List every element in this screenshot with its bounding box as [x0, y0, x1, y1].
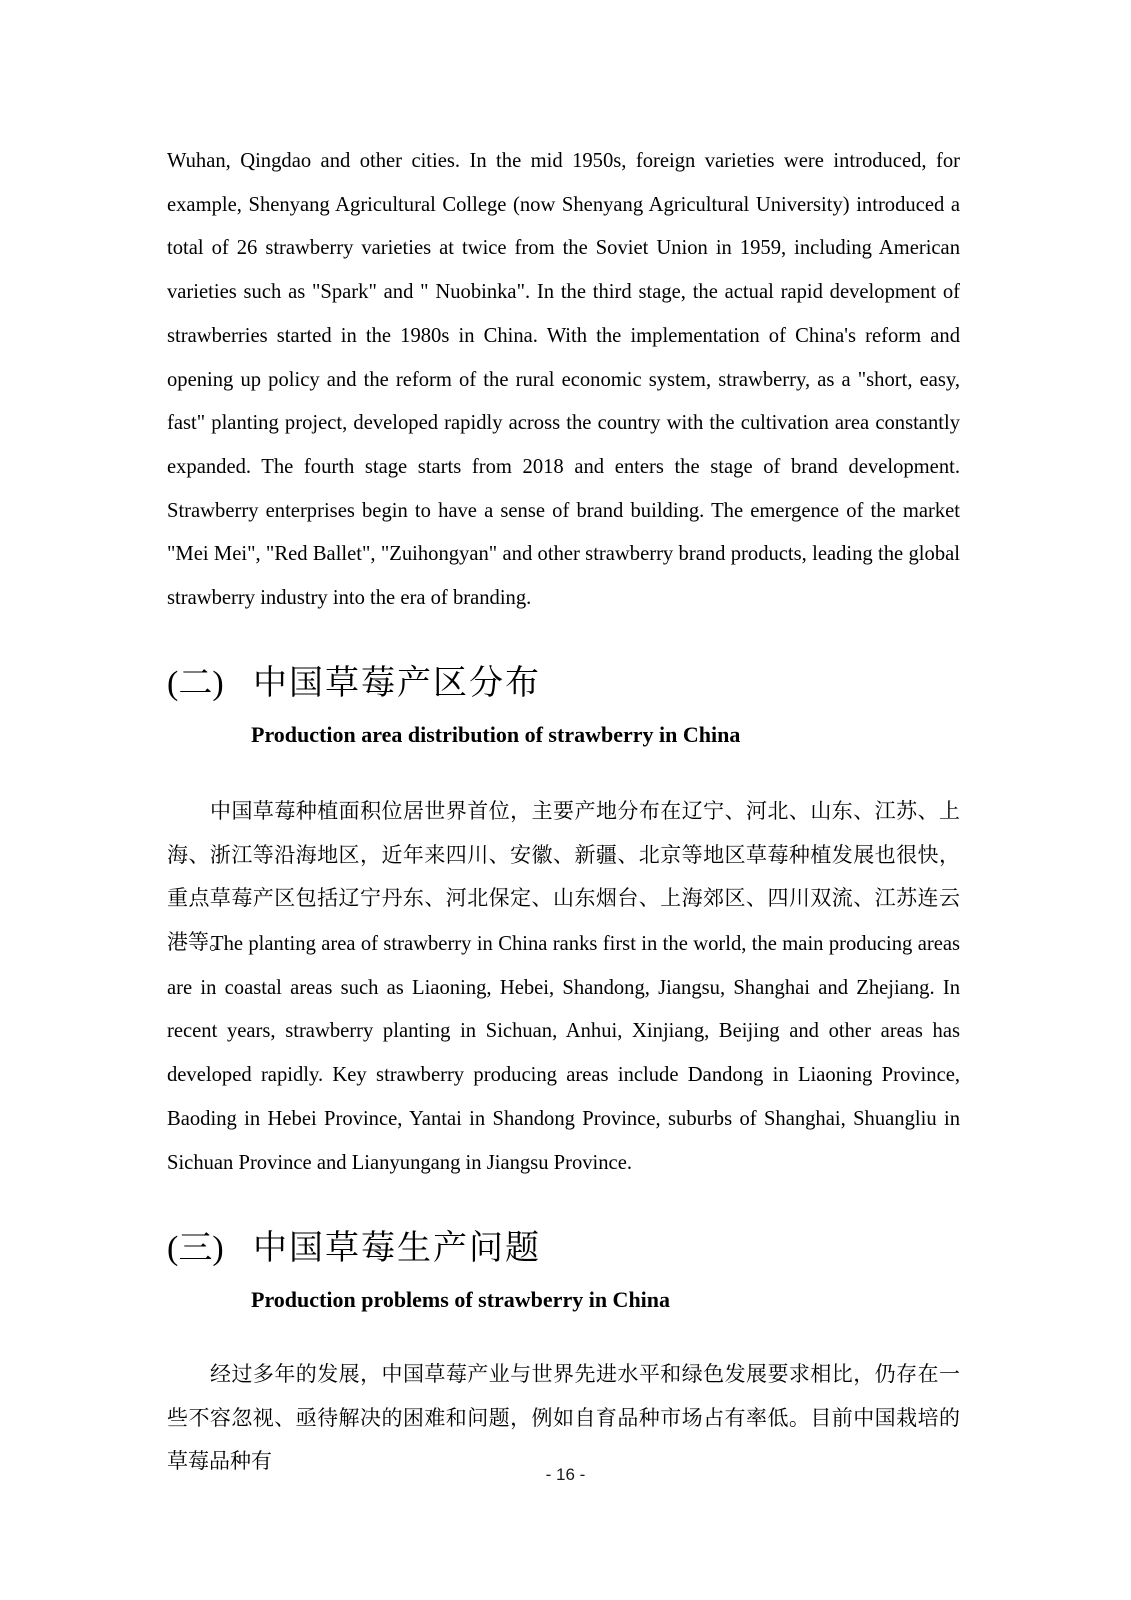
intro-paragraph: Wuhan, Qingdao and other cities. In the mid 1950s, foreign varieties were introduced, for example, Shenyang Agricultural College (now Shenyang Agricultural University) introduced a total of 26 strawberry varieties at twice from the Soviet Union in 1959, including American varieties such as "Spark" and " Nuobinka". In the third stage, the actual rapid development of strawberries started in the 1980s in China. With the implementation of China's reform and opening up policy and the reform of the rural economic system, strawberry, as a "short, easy, fast" planting project, developed rapidly across the country with the cultivation area constantly expanded. The fourth stage starts from 2018 and enters the stage of brand development. Strawberry enterprises begin to have a sense of brand building. The emergence of the market "Mei Mei", "Red Ballet", "Zuihongyan" and other strawberry brand products, leading the global strawberry industry into the era of branding. [167, 150, 960, 610]
section-3-title: 中国草莓生产问题 [253, 1230, 541, 1267]
section-3-paragraph-zh: 经过多年的发展，中国草莓产业与世界先进水平和绿色发展要求相比，仍存在一些不容忽视、亟待解决的困难和问题，例如自育品种市场占有率低。目前中国栽培的草莓品种有 [167, 1362, 960, 1474]
section-2-heading [167, 661, 960, 707]
section-2-paragraph-en: The planting area of strawberry in China ranks first in the world, the main producing areas are in coastal areas such as Liaoning, Hebei, Shandong, Jiangsu, Shanghai and Zhejiang. In recent years, strawberry planting in Sichuan, Anhui, Xinjiang, Beijing and other areas has developed rapidly. Key strawberry producing areas include Dandong in Liaoning Province, Baoding in Hebei Province, Yantai in Shandong Province, suburbs of Shanghai, Shuangliu in Sichuan Province and Lianyungang in Jiangsu Province. [167, 933, 960, 1174]
section-2-subtitle: Production area distribution of strawberry in China [251, 722, 741, 747]
section-3-number: (三) [167, 1230, 224, 1267]
section-2-number: (二) [167, 665, 224, 702]
page-number: - 16 - [545, 1465, 586, 1484]
section-3-heading [167, 1226, 960, 1272]
section-3-subtitle: Production problems of strawberry in China [251, 1287, 671, 1312]
section-2-title: 中国草莓产区分布 [253, 665, 541, 702]
section-2-paragraph-zh: 中国草莓种植面积位居世界首位，主要产地分布在辽宁、河北、山东、江苏、上海、浙江等沿海地区，近年来四川、安徽、新疆、北京等地区草莓种植发展也很快，重点草莓产区包括辽宁丹东、河北保定、山东烟台、上海郊区、四川双流、江苏连云港等。 [167, 799, 960, 955]
